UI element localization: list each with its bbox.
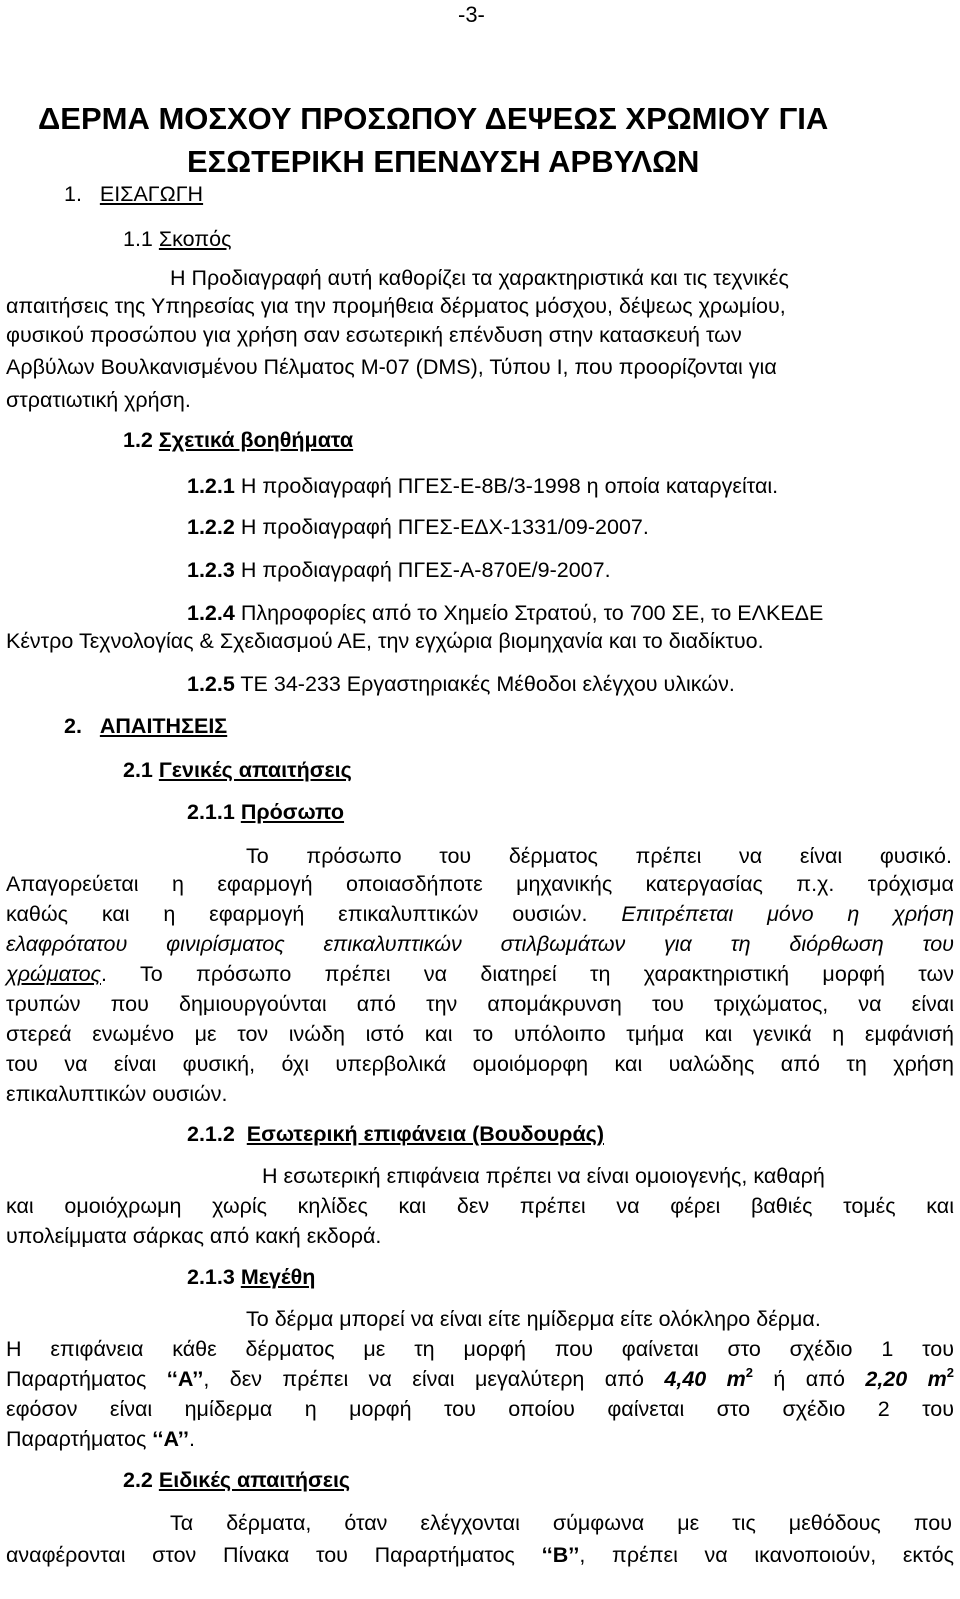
inner-surface-paragraph-line: Η εσωτερική επιφάνεια πρέπει να είναι ομοιογενής, καθαρή — [262, 1164, 825, 1188]
face-paragraph-line: Το πρόσωπο του δέρματος πρέπει να είναι φυσικό. — [246, 844, 952, 868]
section-2-1-1-number: 2.1.1 — [187, 800, 235, 824]
reference-number: 1.2.2 — [187, 515, 235, 539]
section-1-1-heading — [123, 229, 231, 251]
page-number: -3- — [458, 2, 485, 27]
face-paragraph-line: Απαγορεύεται η εφαρμογή οποιασδήποτε μηχανικής κατεργασίας π.χ. τρόχισμα — [6, 872, 954, 896]
sizes-paragraph-line: Το δέρμα μπορεί να είναι είτε ημίδερμα είτε ολόκληρο δέρμα. — [246, 1307, 821, 1331]
section-2-1-heading — [123, 760, 352, 782]
section-2-2-title: Ειδικές απαιτήσεις — [158, 1468, 351, 1492]
section-2-1-2-heading — [187, 1124, 604, 1146]
section-1-heading — [64, 184, 203, 206]
section-2-1-3-heading — [187, 1267, 315, 1289]
section-2-number: 2. — [64, 714, 82, 738]
sizes-paragraph-line: Παραρτήματος ‘‘Α’’, δεν πρέπει να είναι μεγαλύτερη από 4,40 $m^2$ ή από 2,20 $m^2$ — [6, 1365, 955, 1391]
reference-text: Η προδιαγραφή ΠΓΕΣ-Α-870Ε/9-2007. — [240, 558, 611, 582]
sizes-paragraph-line: Παραρτήματος ‘‘Α’’. — [6, 1427, 195, 1451]
scope-paragraph-line: Αρβύλων Βουλκανισμένου Πέλματος Μ-07 (DMS), Τύπου Ι, που προορίζονται για — [6, 355, 777, 379]
section-2-1-1-title: Πρόσωπο — [240, 800, 345, 824]
special-requirements-line: αναφέρονται στον Πίνακα του Παραρτήματος ‘‘Β’’, πρέπει να ικανοποιούν, εκτός — [6, 1543, 954, 1567]
reference-number: 1.2.4 — [187, 601, 235, 625]
inner-surface-paragraph-line: υπολείμματα σάρκας από κακή εκδορά. — [6, 1224, 382, 1248]
reference-item — [187, 517, 649, 539]
inner-surface-paragraph-line: και ομοιόχρωμη χωρίς κηλίδες και δεν πρέπει να φέρει βαθιές τομές και — [6, 1194, 954, 1218]
reference-text: Πληροφορίες από το Χημείο Στρατού, το 700 ΣΕ, το ΕΛΚΕΔΕ — [240, 601, 824, 625]
section-2-1-3-number: 2.1.3 — [187, 1265, 235, 1289]
section-2-1-2-title: Εσωτερική επιφάνεια (Βουδουράς) — [246, 1122, 604, 1146]
section-1-2-heading — [123, 430, 353, 452]
reference-item — [187, 560, 611, 582]
face-paragraph-line: χρώματος. Το πρόσωπο πρέπει να διατηρεί τη χαρακτηριστική μορφή των — [6, 962, 954, 986]
reference-number: 1.2.1 — [187, 474, 235, 498]
scope-paragraph-line: στρατιωτική χρήση. — [6, 388, 191, 412]
section-1-1-number: 1.1 — [123, 227, 153, 251]
reference-text: Η προδιαγραφή ΠΓΕΣ-Ε-8Β/3-1998 η οποία καταργείται. — [240, 474, 779, 498]
face-paragraph-line: τρυπών που δημιουργούνται από την απομάκρυνση του τριχώματος, να είναι — [6, 992, 954, 1016]
section-2-2-number: 2.2 — [123, 1468, 153, 1492]
scope-paragraph-line: απαιτήσεις της Υπηρεσίας για την προμήθεια δέρματος μόσχου, δέψεως χρωμίου, — [6, 294, 786, 318]
section-1-1-title: Σκοπός — [158, 227, 232, 251]
section-2-1-2-number: 2.1.2 — [187, 1122, 235, 1146]
face-paragraph-line: καθώς και η εφαρμογή επικαλυπτικών ουσιών. Επιτρέπεται μόνο η χρήση — [6, 902, 954, 926]
reference-text: Η προδιαγραφή ΠΓΕΣ-ΕΔΧ-1331/09-2007. — [240, 515, 649, 539]
section-1-2-number: 1.2 — [123, 428, 153, 452]
reference-text-continued: Κέντρο Τεχνολογίας & Σχεδιασμού ΑΕ, την εγχώρια βιομηχανία και το διαδίκτυο. — [6, 629, 764, 653]
reference-item — [187, 603, 823, 625]
section-2-1-number: 2.1 — [123, 758, 153, 782]
face-paragraph-line: του να είναι φυσική, όχι υπερβολικά ομοιόμορφη και υαλώδης από τη χρήση — [6, 1052, 954, 1076]
special-requirements-line: Τα δέρματα, όταν ελέγχονται σύμφωνα με τις μεθόδους που — [170, 1511, 952, 1535]
section-1-number: 1. — [64, 182, 82, 206]
reference-number: 1.2.5 — [187, 672, 235, 696]
face-paragraph-line: ελαφρότατου φινιρίσματος επικαλυπτικών στιλβωμάτων για τη διόρθωση του — [6, 932, 954, 956]
section-2-1-3-title: Μεγέθη — [240, 1265, 316, 1289]
reference-item — [187, 674, 735, 696]
face-paragraph-line: στερεά ενωμένο με τον ινώδη ιστό και το υπόλοιπο τμήμα και γενικά η εμφάνισή — [6, 1022, 954, 1046]
sizes-paragraph-line: Η επιφάνεια κάθε δέρματος με τη μορφή που φαίνεται στο σχέδιο 1 του — [6, 1337, 954, 1361]
reference-number: 1.2.3 — [187, 558, 235, 582]
document-title-line-2: ΕΣΩΤΕΡΙΚΗ ΕΠΕΝΔΥΣΗ ΑΡΒΥΛΩΝ — [187, 144, 700, 179]
section-1-title: ΕΙΣΑΓΩΓΗ — [99, 182, 204, 206]
document-title-line-1: ΔΕΡΜΑ ΜΟΣΧΟΥ ΠΡΟΣΩΠΟΥ ΔΕΨΕΩΣ ΧΡΩΜΙΟΥ ΓΙΑ — [38, 101, 829, 136]
section-1-2-title: Σχετικά βοηθήματα — [158, 428, 354, 452]
face-paragraph-line: επικαλυπτικών ουσιών. — [6, 1082, 228, 1106]
sizes-paragraph-line: εφόσον είναι ημίδερμα η μορφή του οποίου φαίνεται στο σχέδιο 2 του — [6, 1397, 954, 1421]
scope-paragraph-line: φυσικού προσώπου για χρήση σαν εσωτερική επένδυση στην κατασκευή των — [6, 323, 742, 347]
scope-paragraph-line: Η Προδιαγραφή αυτή καθορίζει τα χαρακτηριστικά και τις τεχνικές — [170, 266, 789, 290]
section-2-2-heading — [123, 1470, 350, 1492]
section-2-title: ΑΠΑΙΤΗΣΕΙΣ — [99, 714, 228, 738]
section-2-heading — [64, 716, 227, 738]
reference-text: ΤΕ 34-233 Εργαστηριακές Μέθοδοι ελέγχου υλικών. — [240, 672, 735, 696]
section-2-1-1-heading — [187, 802, 344, 824]
reference-item — [187, 476, 778, 498]
section-2-1-title: Γενικές απαιτήσεις — [158, 758, 352, 782]
